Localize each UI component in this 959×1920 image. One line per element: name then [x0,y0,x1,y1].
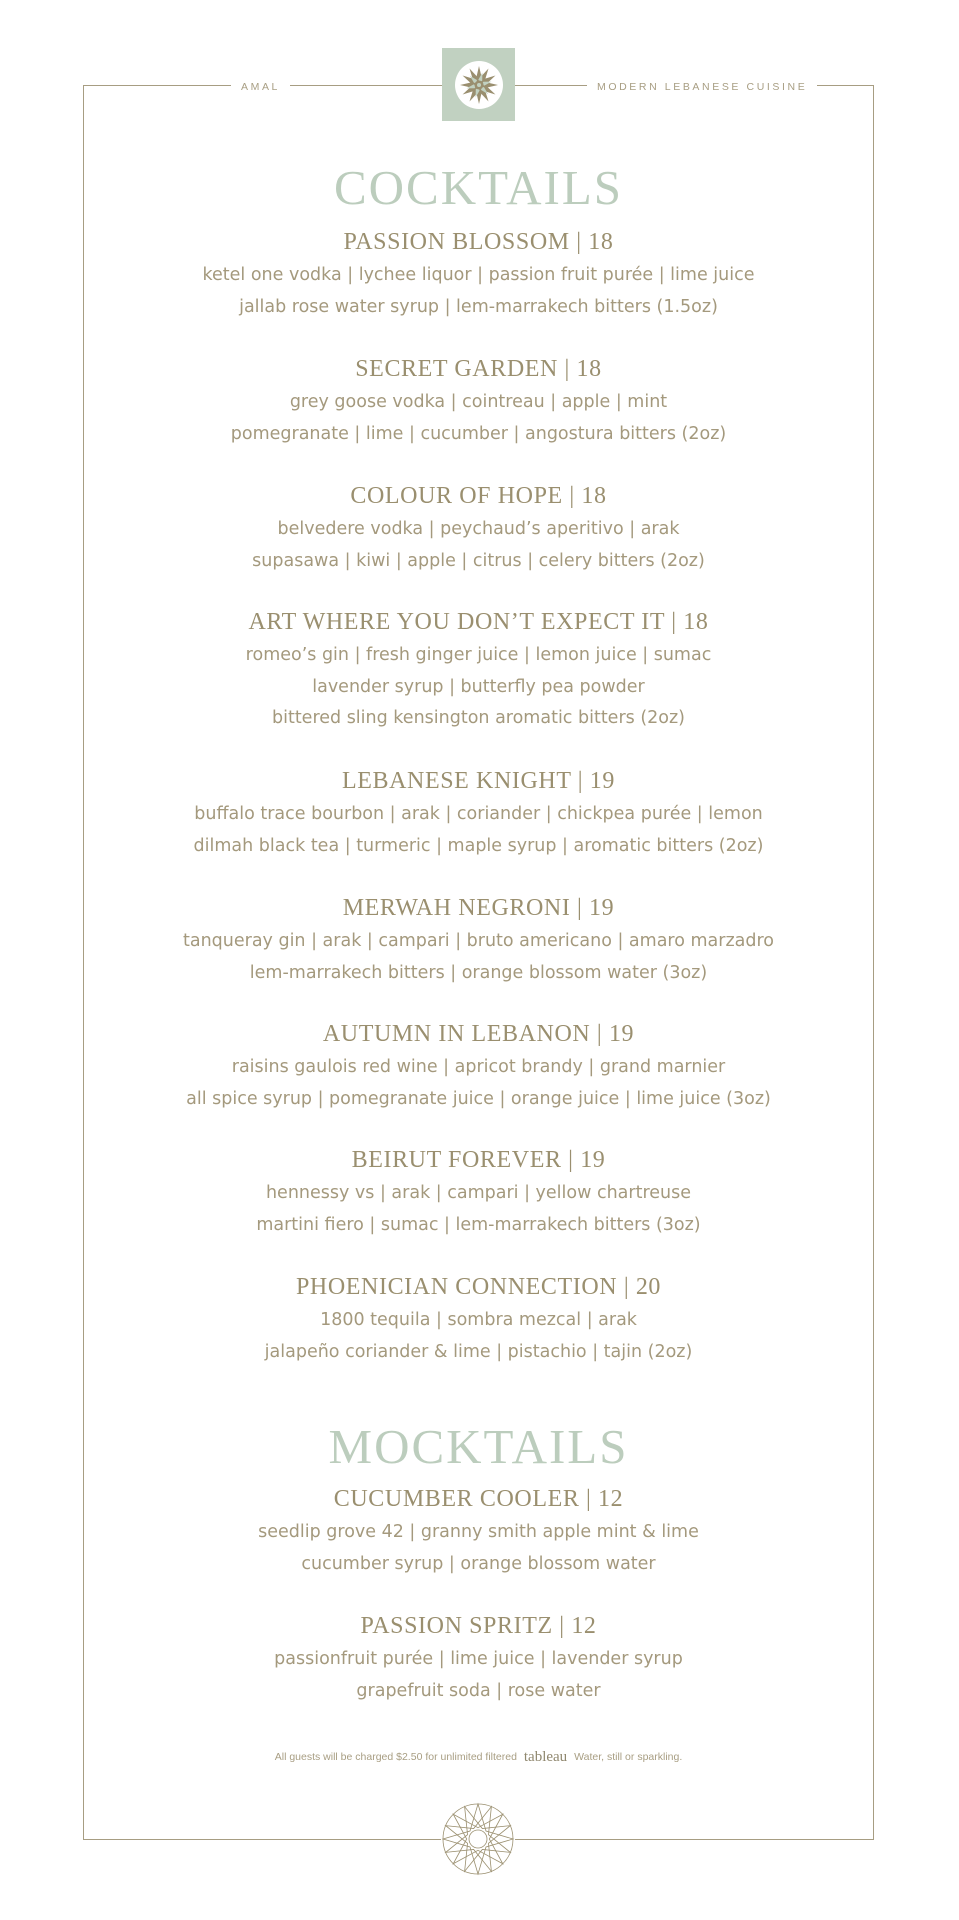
cocktail-item [83,227,874,323]
restaurant-name: AMAL [231,73,290,101]
cocktail-name: MERWAH NEGRONI | 19 [342,895,615,921]
star-emblem-icon [441,1802,515,1876]
mocktail-item [83,1611,874,1707]
cocktail-ingredients: jalapeño coriander & lime | pistachio | tajin (2oz) [264,1341,693,1362]
mocktail-item [83,1484,874,1580]
cocktail-name: AUTUMN IN LEBANON | 19 [322,1021,635,1047]
cocktail-ingredients: hennessy vs | arak | campari | yellow chartreuse [265,1183,692,1203]
cocktail-name: PASSION BLOSSOM | 18 [343,229,614,255]
mocktail-ingredients: passionfruit purée | lime juice | lavender syrup [274,1649,683,1669]
cocktail-ingredients: bittered sling kensington aromatic bitters (2oz) [271,708,686,728]
cocktail-name: LEBANESE KNIGHT | 19 [341,768,615,794]
cocktail-item [83,893,874,989]
cocktail-item [83,1145,874,1241]
cocktail-ingredients: martini fiero | sumac | lem-marrakech bitters (3oz) [256,1214,701,1235]
cocktail-ingredients: buffalo trace bourbon | arak | coriander | chickpea purée | lemon [194,804,763,824]
cocktail-name: SECRET GARDEN | 18 [355,356,602,382]
mocktail-ingredients: grapefruit soda | rose water [356,1680,601,1701]
mocktail-name: CUCUMBER COOLER | 12 [333,1486,624,1512]
cocktails-title: COCKTAILS [333,160,624,215]
mocktails-title: MOCKTAILS [328,1419,629,1474]
cocktail-ingredients: romeo’s gin | fresh ginger juice | lemon juice | sumac [245,645,712,665]
cocktail-item [83,766,874,862]
mocktail-ingredients: seedlip grove 42 | granny smith apple mint & lime [258,1522,699,1542]
water-charge-note [83,1749,874,1766]
mocktail-ingredients: cucumber syrup | orange blossom water [301,1553,656,1574]
restaurant-tagline: MODERN LEBANESE CUISINE [587,73,817,101]
cocktail-name: PHOENICIAN CONNECTION | 20 [295,1274,662,1300]
cocktail-ingredients: lavender syrup | butterfly pea powder [312,676,645,697]
mandala-icon [453,59,505,111]
cocktail-item [83,1272,874,1368]
cocktail-ingredients: 1800 tequila | sombra mezcal | arak [320,1310,637,1330]
cocktail-ingredients: jallab rose water syrup | lem-marrakech bitters (1.5oz) [239,296,718,317]
cocktail-ingredients: ketel one vodka | lychee liquor | passion fruit purée | lime juice [202,265,755,285]
note-text-after: Water, still or sparkling. [574,1751,683,1763]
cocktail-ingredients: supasawa | kiwi | apple | citrus | celery bitters (2oz) [252,550,705,571]
cocktail-name: COLOUR OF HOPE | 18 [350,483,607,509]
cocktail-item [83,354,874,450]
cocktail-name: ART WHERE YOU DON’T EXPECT IT | 18 [248,609,709,635]
cocktail-ingredients: dilmah black tea | turmeric | maple syrup | aromatic bitters (2oz) [193,835,764,856]
note-text-before: All guests will be charged $2.50 for unlimited filtered [274,1751,517,1763]
cocktail-ingredients: lem-marrakech bitters | orange blossom water (3oz) [249,962,708,983]
cocktail-ingredients: pomegranate | lime | cucumber | angostura bitters (2oz) [230,423,727,444]
cocktail-ingredients: raisins gaulois red wine | apricot brandy | grand marnier [231,1057,726,1077]
cocktail-ingredients: tanqueray gin | arak | campari | bruto americano | amaro marzadro [182,931,775,951]
cocktail-ingredients: all spice syrup | pomegranate juice | orange juice | lime juice (3oz) [186,1088,771,1109]
cocktail-item [83,481,874,577]
cocktail-item [83,607,874,735]
mocktail-name: PASSION SPRITZ | 12 [360,1613,597,1639]
tableau-logo: tableau [523,1749,568,1765]
logo [442,48,515,121]
cocktail-item [83,1019,874,1115]
cocktail-name: BEIRUT FOREVER | 19 [351,1147,606,1173]
cocktail-ingredients: belvedere vodka | peychaud’s aperitivo | arak [277,519,680,539]
cocktail-ingredients: grey goose vodka | cointreau | apple | mint [289,392,668,412]
